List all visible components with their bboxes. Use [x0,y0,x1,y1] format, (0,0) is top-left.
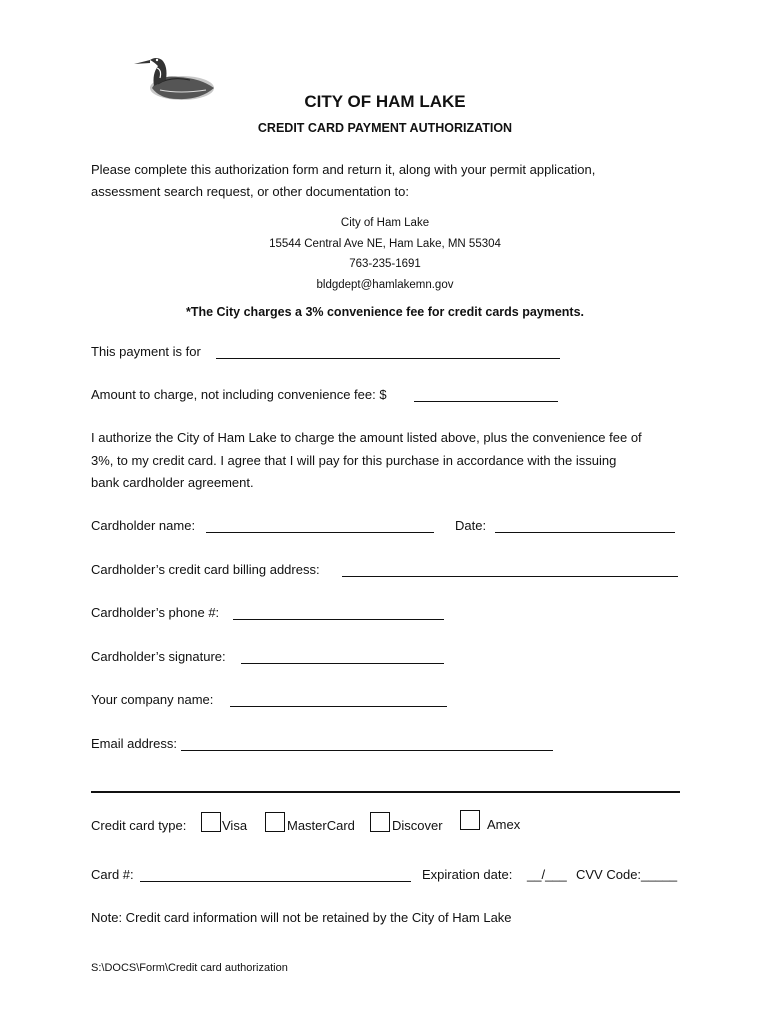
email-label: Email address: [91,736,177,751]
intro-line-2: assessment search request, or other documentation to: [91,184,409,199]
address-phone: 763-235-1691 [349,258,421,270]
mastercard-label: MasterCard [287,818,355,833]
payment-for-field[interactable] [216,358,560,359]
company-field[interactable] [230,706,447,707]
fee-notice: *The City charges a 3% convenience fee for credit cards payments. [185,305,585,319]
section-divider [91,791,680,793]
expiration-label: Expiration date: [422,867,513,882]
amex-label: Amex [487,817,521,832]
form-subtitle: CREDIT CARD PAYMENT AUTHORIZATION [257,121,513,135]
company-label: Your company name: [91,692,214,707]
footer-file-path: S:\DOCS\Form\Credit card authorization [91,962,288,974]
card-number-label: Card #: [91,867,134,882]
visa-checkbox[interactable] [201,812,221,832]
card-number-field[interactable] [140,881,411,882]
email-field[interactable] [181,750,553,751]
amount-field[interactable] [414,401,558,402]
phone-label: Cardholder’s phone #: [91,605,220,620]
card-type-label: Credit card type: [91,818,187,833]
authorization-line-2: 3%, to my credit card. I agree that I will pay for this purchase in accordance with the issuing [91,453,617,468]
address-email: bldgdept@hamlakemn.gov [316,279,454,291]
amount-label: Amount to charge, not including convenience fee: $ [91,387,387,402]
signature-label: Cardholder’s signature: [91,649,226,664]
address-name: City of Ham Lake [340,217,430,229]
page-title: CITY OF HAM LAKE [304,92,466,111]
billing-address-label: Cardholder’s credit card billing address: [91,562,320,577]
authorization-line-1: I authorize the City of Ham Lake to charge the amount listed above, plus the convenience fee of [91,430,642,445]
cardholder-name-field[interactable] [206,532,434,533]
cardholder-name-label: Cardholder name: [91,518,196,533]
address-street: 15544 Central Ave NE, Ham Lake, MN 55304 [269,238,501,250]
visa-label: Visa [222,818,248,833]
phone-field[interactable] [233,619,444,620]
amex-checkbox[interactable] [460,810,480,830]
cvv-label: CVV Code: [576,867,642,882]
billing-address-field[interactable] [342,576,678,577]
date-field[interactable] [495,532,675,533]
discover-checkbox[interactable] [370,812,390,832]
cvv-field[interactable]: _____ [641,867,678,882]
mastercard-checkbox[interactable] [265,812,285,832]
payment-for-label: This payment is for [91,344,201,359]
date-label: Date: [455,518,487,533]
expiration-field[interactable]: __/___ [527,867,567,882]
retention-note: Note: Credit card information will not be retained by the City of Ham Lake [91,910,512,925]
discover-label: Discover [392,818,443,833]
authorization-line-3: bank cardholder agreement. [91,475,254,490]
intro-line-1: Please complete this authorization form and return it, along with your permit application, [91,162,596,177]
signature-field[interactable] [241,663,444,664]
